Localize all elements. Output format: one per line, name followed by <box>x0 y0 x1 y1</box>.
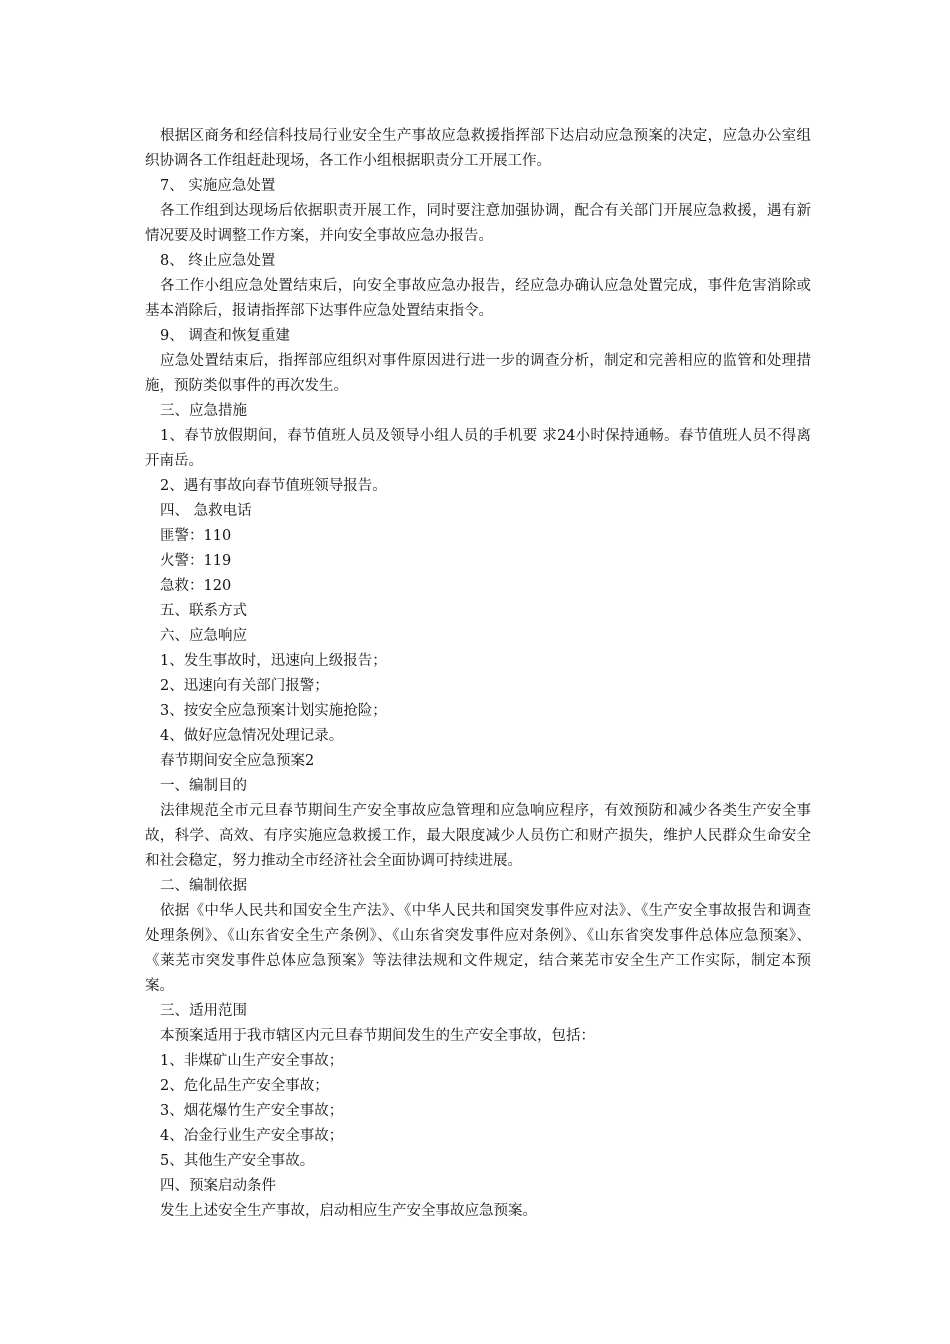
text-line: 4、冶金行业生产安全事故； <box>160 1128 344 1144</box>
text-line: 匪警：110 <box>160 528 232 544</box>
text-line: 本预案适用于我市辖区内元旦春节期间发生的生产安全事故，包括： <box>160 1028 595 1044</box>
text-line: 3、按安全应急预案计划实施抢险； <box>160 703 387 719</box>
body-paragraph: 各工作小组应急处置结束后，向安全事故应急办报告，经应急办确认应急处置完成，事件危害消除或基本消除后，报请指挥部下达事件应急处置结束指令。 <box>145 278 811 319</box>
text-line: 8、 终止应急处置 <box>160 253 276 269</box>
text-line: 9、 调查和恢复重建 <box>160 328 290 344</box>
text-line: 二、编制依据 <box>160 878 247 894</box>
text-line: 发生上述安全生产事故，启动相应生产安全事故应急预案。 <box>160 1203 537 1219</box>
text-line: 五、联系方式 <box>160 603 247 619</box>
text-line: 2、迅速向有关部门报警； <box>160 678 329 694</box>
text-line: 急救：120 <box>160 578 232 594</box>
text-line: 2、遇有事故向春节值班领导报告。 <box>160 478 387 494</box>
text-line: 1、非煤矿山生产安全事故； <box>160 1053 344 1069</box>
text-line: 4、做好应急情况处理记录。 <box>160 728 344 744</box>
text-line: 春节期间安全应急预案2 <box>160 753 315 769</box>
text-line: 2、危化品生产安全事故； <box>160 1078 329 1094</box>
text-line: 一、编制目的 <box>160 778 247 794</box>
text-line: 1、发生事故时，迅速向上级报告； <box>160 653 387 669</box>
text-line: 三、适用范围 <box>160 1003 247 1019</box>
text-line: 三、应急措施 <box>160 403 247 419</box>
body-paragraph: 根据区商务和经信科技局行业安全生产事故应急救援指挥部下达启动应急预案的决定，应急办公室组织协调各工作组赶赴现场，各工作小组根据职责分工开展工作。 <box>145 128 811 169</box>
body-paragraph: 各工作组到达现场后依据职责开展工作，同时要注意加强协调，配合有关部门开展应急救援，遇有新情况要及时调整工作方案，并向安全事故应急办报告。 <box>145 203 811 244</box>
text-line: 四、预案启动条件 <box>160 1178 276 1194</box>
body-paragraph: 法律规范全市元旦春节期间生产安全事故应急管理和应急响应程序，有效预防和减少各类生产安全事故，科学、高效、有序实施应急救援工作，最大限度减少人员伤亡和财产损失，维护人民群众生命安全和社会稳定，努力推动全市经济社会全面协调可持续进展。 <box>145 803 811 869</box>
text-line: 5、其他生产安全事故。 <box>160 1153 315 1169</box>
text-line: 火警：119 <box>160 553 232 569</box>
body-paragraph: 依据《中华人民共和国安全生产法》、《中华人民共和国突发事件应对法》、《生产安全事故报告和调查处理条例》、《山东省安全生产条例》、《山东省突发事件应对条例》、《山东省突发事件总体应急预案》、《莱芜市突发事件总体应急预案》等法律法规和文件规定，结合莱芜市安全生产工作实际，制定本预案。 <box>145 903 811 994</box>
text-line: 7、 实施应急处置 <box>160 178 276 194</box>
text-line: 六、应急响应 <box>160 628 247 644</box>
body-paragraph: 1、春节放假期间，春节值班人员及领导小组人员的手机要 求24小时保持通畅。春节值班人员不得离开南岳。 <box>145 428 811 469</box>
document-page <box>145 124 811 1224</box>
body-paragraph: 应急处置结束后，指挥部应组织对事件原因进行进一步的调查分析，制定和完善相应的监管和处理措施，预防类似事件的再次发生。 <box>145 353 811 394</box>
text-line: 3、烟花爆竹生产安全事故； <box>160 1103 344 1119</box>
text-line: 四、 急救电话 <box>160 503 252 519</box>
